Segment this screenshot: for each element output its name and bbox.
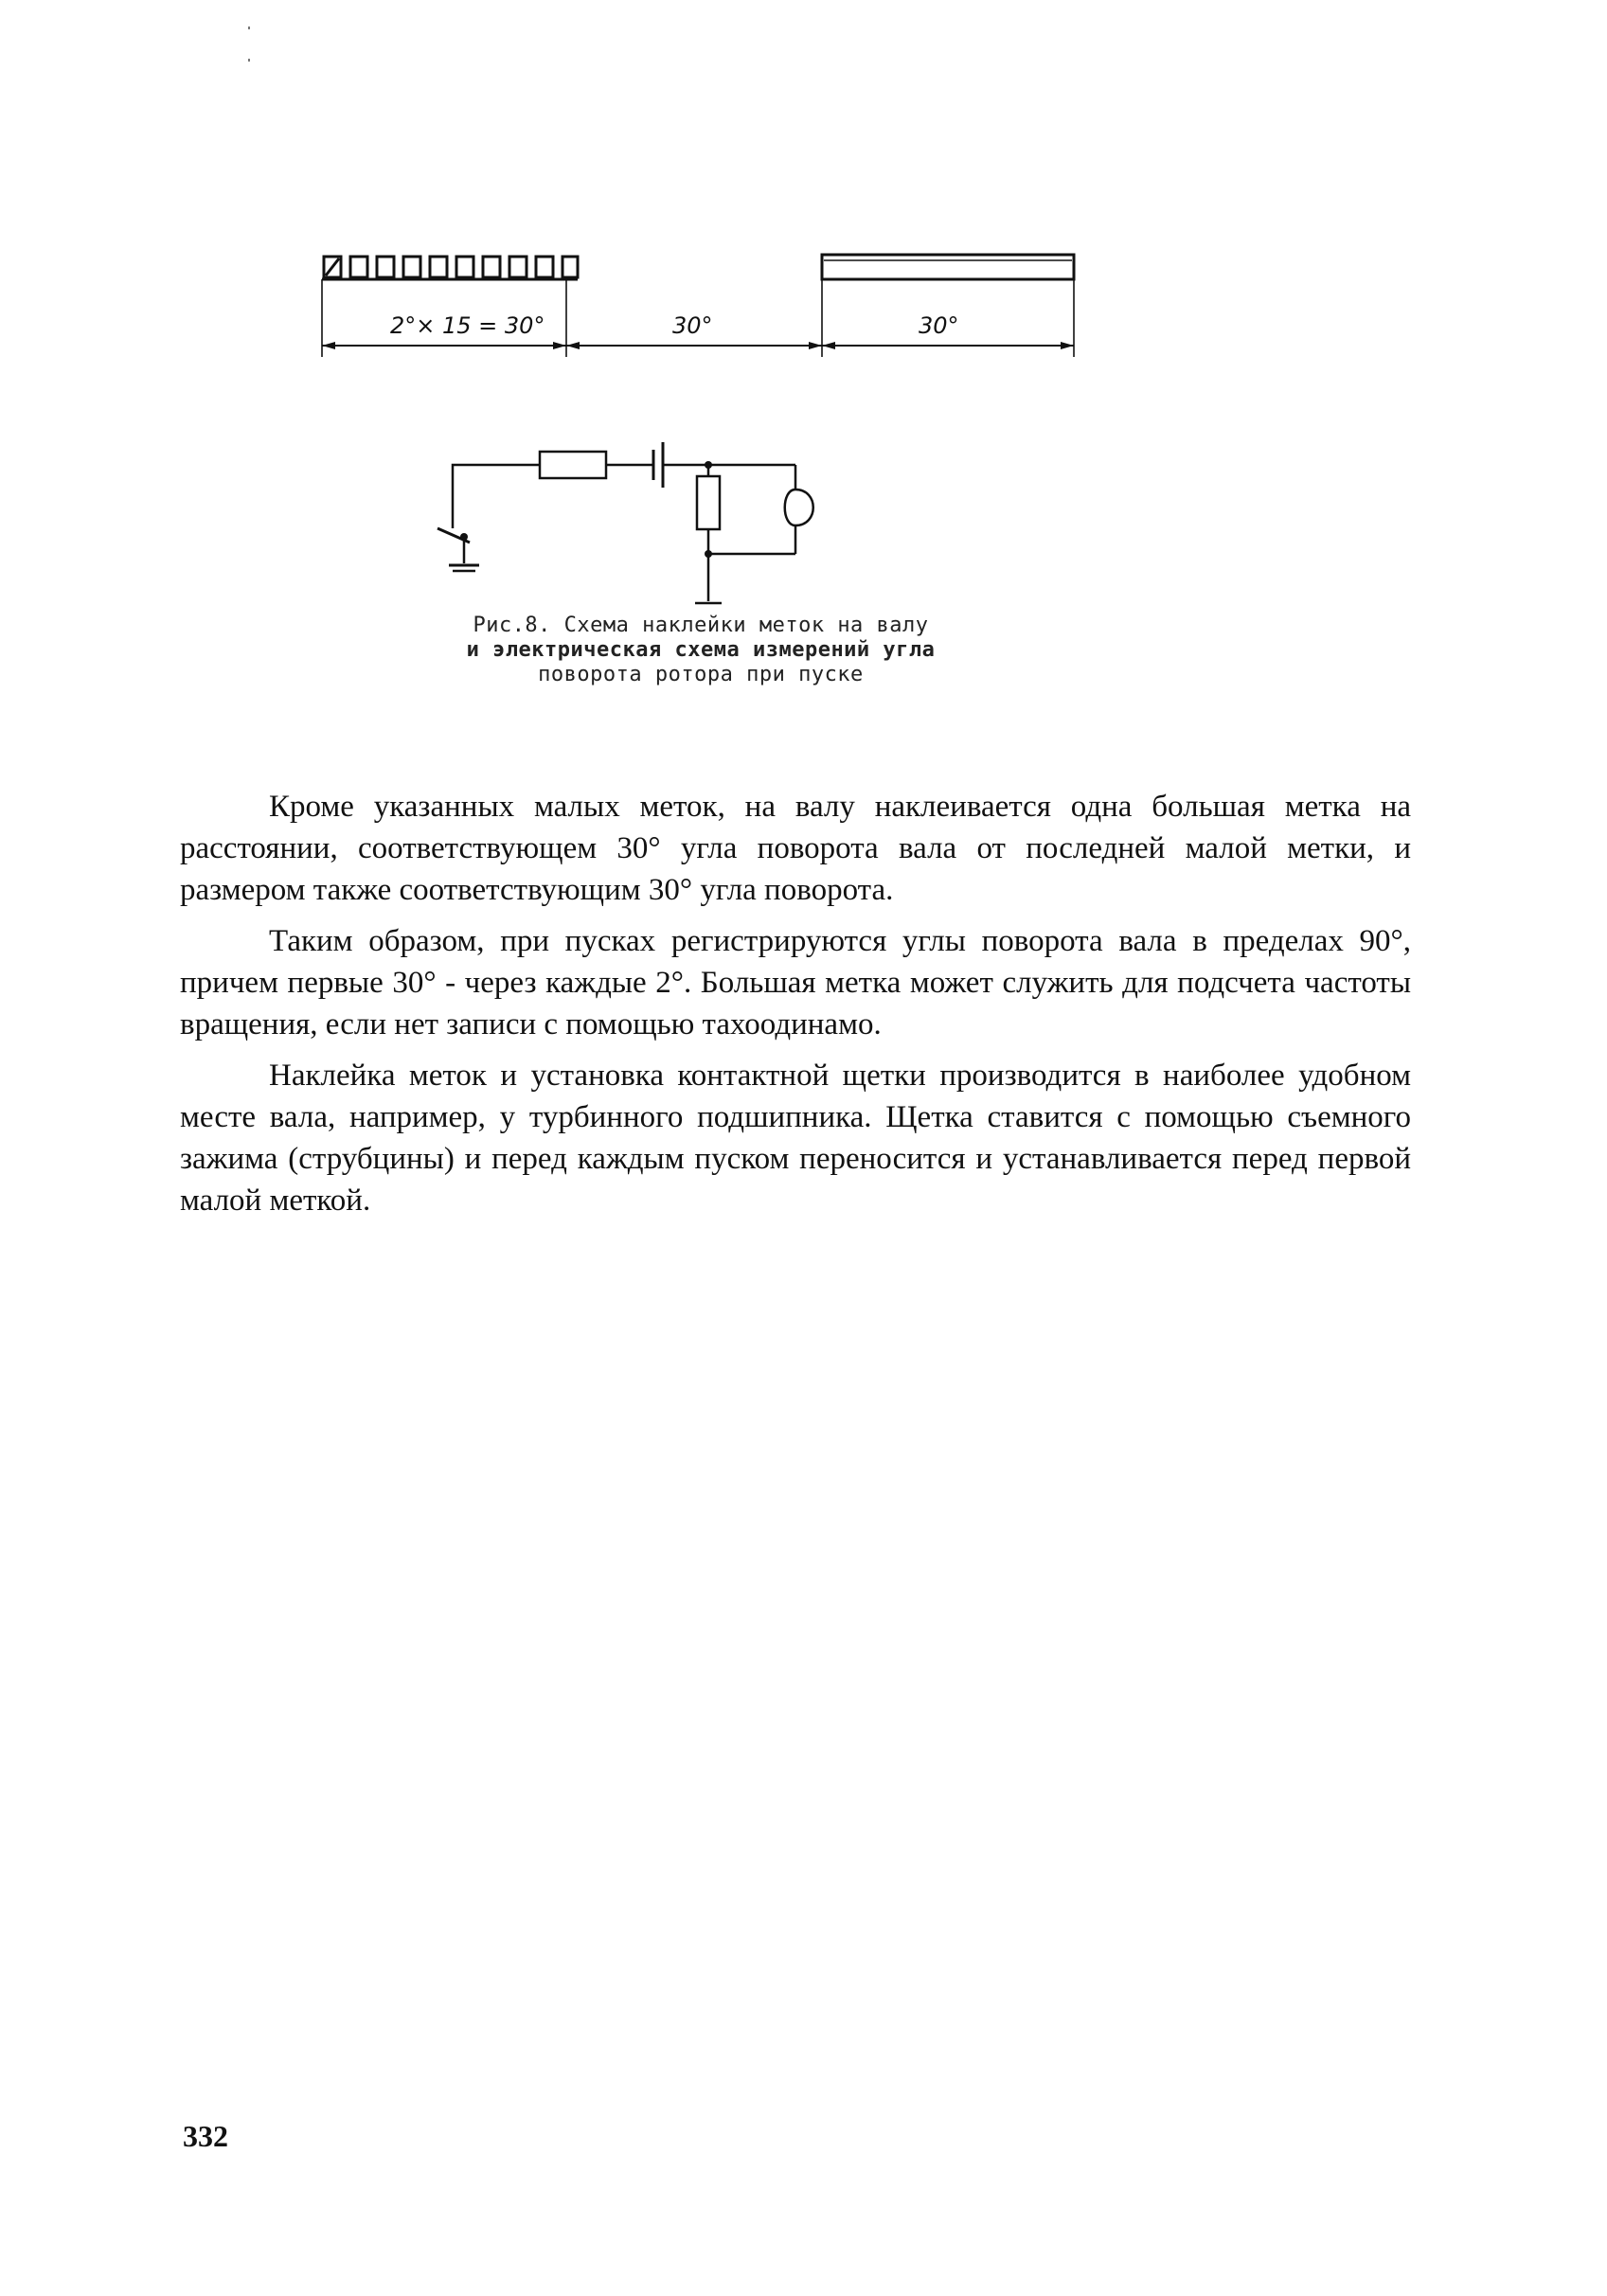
scan-speck [248, 27, 250, 29]
small-mark [350, 257, 367, 277]
figure-caption [417, 614, 985, 687]
caption-line: поворота ротора при пуске [538, 663, 864, 686]
galvanometer-loop-icon [785, 489, 813, 525]
paragraph: Таким образом, при пусках регистрируются углы поворота вала в пределах 90°, причем первые 30° - через каждые 2°. Большая метка может служить для подсчета частоты вращения, если нет записи с помощью тахоодинамо. [180, 924, 1411, 1041]
small-mark [377, 257, 394, 277]
small-mark [430, 257, 447, 277]
page-number: 332 [183, 2119, 228, 2153]
small-mark [483, 257, 500, 277]
small-mark-hatch [326, 258, 339, 276]
measurement-circuit [437, 442, 813, 603]
large-mark [822, 255, 1074, 279]
small-mark [403, 257, 420, 277]
caption-line: и электрическая схема измерений угла [466, 638, 936, 662]
label-large-mark: 30° [919, 312, 959, 339]
figure-8-diagram [303, 241, 1089, 620]
body-text [180, 786, 1411, 1231]
caption-line: Рис.8. Схема наклейки меток на валу [473, 614, 929, 637]
resistor-icon [540, 452, 606, 478]
scan-speck [248, 59, 250, 62]
label-small-marks: 2°× 15 = 30° [390, 312, 545, 339]
small-mark [536, 257, 553, 277]
small-mark [562, 257, 578, 277]
paragraph: Наклейка меток и установка контактной щетки производится в наиболее удобном месте вала, например, у турбинного подшипника. Щетка ставится с помощью съемного зажима (струбцины) и перед каждым пуском переносится и устанавливается перед первой малой меткой. [180, 1059, 1411, 1218]
wire [453, 465, 540, 528]
circuit-junctions [460, 461, 712, 558]
small-mark [509, 257, 527, 277]
resistor-icon [697, 476, 720, 529]
small-mark [456, 257, 473, 277]
paragraph: Кроме указанных малых меток, на валу наклеивается одна большая метка на расстоянии, соответствующем 30° угла поворота вала от последней малой метки, и размером также соответствующим 30° угла поворота. [180, 790, 1411, 907]
small-marks-row [322, 257, 578, 279]
label-gap: 30° [672, 312, 713, 339]
